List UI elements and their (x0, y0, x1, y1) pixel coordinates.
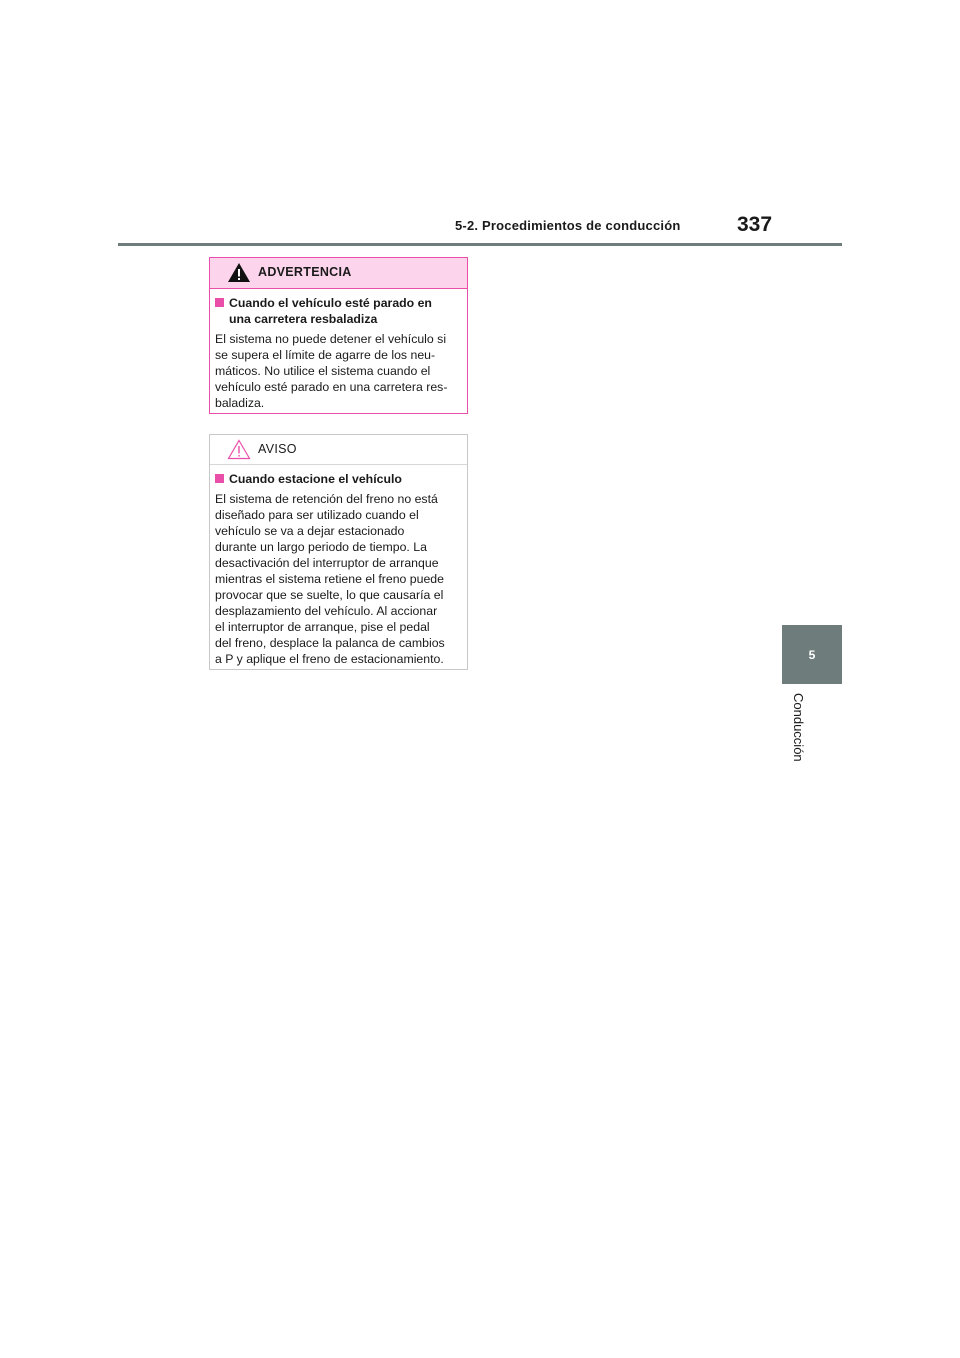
text-line: El sistema de retención del freno no está (215, 492, 438, 506)
warning-title-line: Cuando el vehículo esté parado en (229, 296, 432, 310)
warning-label: ADVERTENCIA (258, 265, 352, 279)
text-line: a P y aplique el freno de estacionamiento. (215, 652, 444, 666)
notice-text (215, 491, 459, 667)
text-line: máticos. No utilice el sistema cuando el (215, 364, 431, 378)
chapter-tab[interactable] (782, 625, 842, 684)
notice-header (210, 435, 467, 465)
warning-item-title (215, 295, 459, 327)
text-line: el interruptor de arranque, pise el pedal (215, 620, 430, 634)
text-line: se supera el límite de agarre de los neu- (215, 348, 436, 362)
text-line: vehículo se va a dejar estacionado (215, 524, 405, 538)
notice-label: AVISO (258, 442, 297, 456)
section-title: 5-2. Procedimientos de conducción (455, 218, 681, 233)
text-line: diseñado para ser utilizado cuando el (215, 508, 419, 522)
warning-text (215, 331, 459, 411)
warning-box (209, 257, 468, 414)
warning-title-line: una carretera resbaladiza (229, 312, 378, 326)
page-number: 337 (737, 213, 773, 236)
warning-body (210, 289, 467, 411)
notice-item-title (215, 471, 459, 487)
square-bullet-icon (215, 474, 224, 483)
text-line: desactivación del interruptor de arranque (215, 556, 439, 570)
text-line: durante un largo periodo de tiempo. La (215, 540, 427, 554)
warning-header (210, 258, 467, 289)
text-line: del freno, desplace la palanca de cambios (215, 636, 445, 650)
text-line: mientras el sistema retiene el freno puede (215, 572, 444, 586)
text-line: provocar que se suelte, lo que causaría el (215, 588, 444, 602)
chapter-label: Conducción (791, 693, 806, 762)
notice-body (210, 465, 467, 667)
chapter-number: 5 (808, 647, 816, 662)
text-line: desplazamiento del vehículo. Al accionar (215, 604, 438, 618)
warning-triangle-icon (227, 262, 251, 283)
notice-title-line: Cuando estacione el vehículo (229, 472, 402, 486)
caution-triangle-icon (227, 439, 251, 460)
notice-box (209, 434, 468, 670)
text-line: baladiza. (215, 396, 265, 410)
text-line: vehículo esté parado en una carretera res- (215, 380, 448, 394)
header-divider (118, 243, 842, 246)
text-line: El sistema no puede detener el vehículo si (215, 332, 447, 346)
square-bullet-icon (215, 298, 224, 307)
